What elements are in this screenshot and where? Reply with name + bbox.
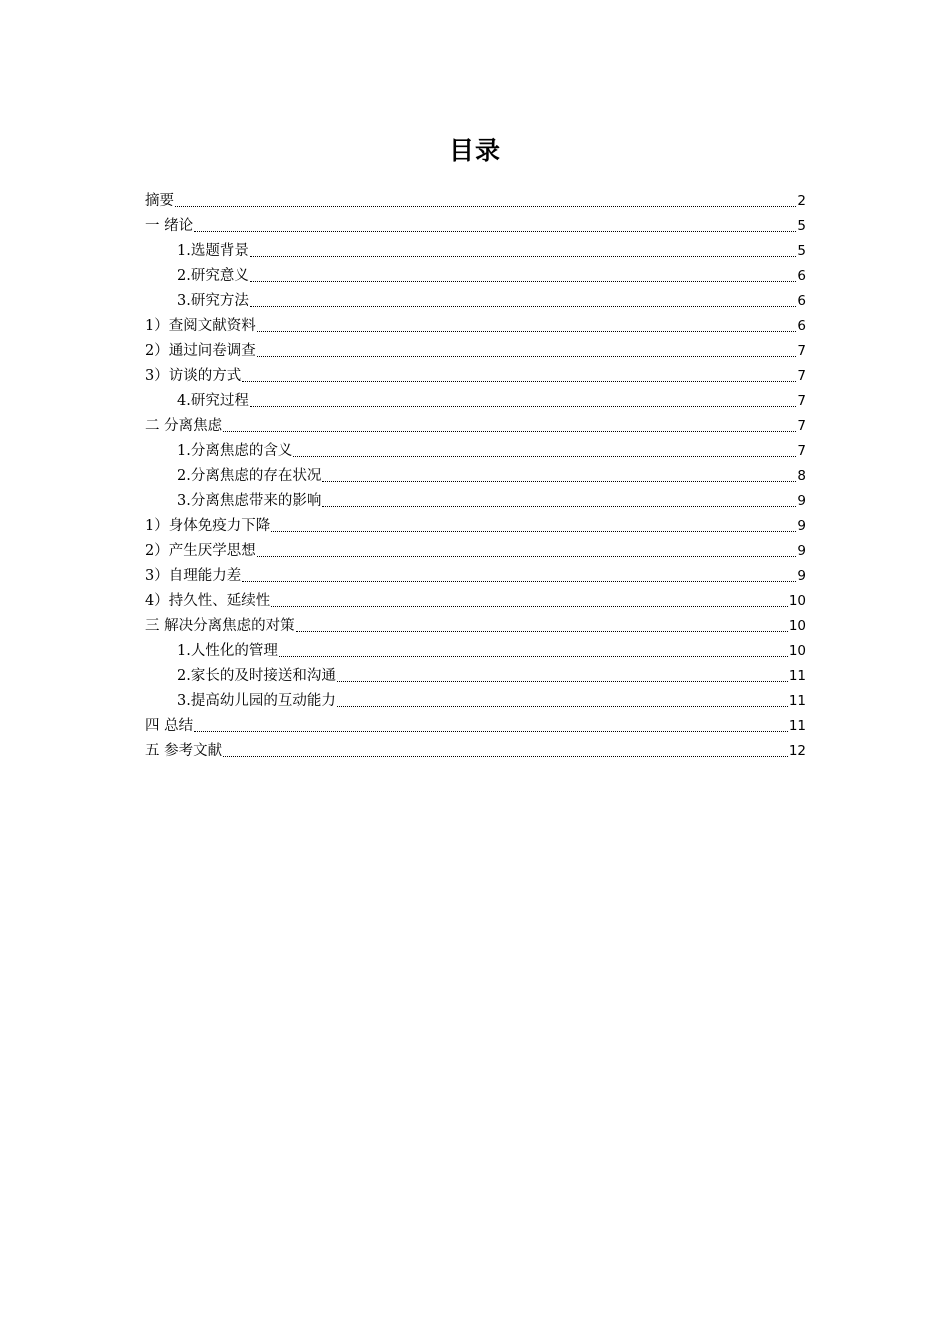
toc-entry-page-number: 10: [788, 593, 806, 609]
toc-entry-label: 3.提高幼儿园的互动能力: [177, 693, 336, 709]
toc-dot-leader: [223, 755, 788, 757]
toc-entry[interactable]: [145, 639, 806, 664]
toc-dot-leader: [242, 380, 796, 382]
toc-entry-page-number: 7: [797, 443, 806, 459]
toc-dot-leader: [250, 255, 797, 257]
toc-dot-leader: [296, 630, 788, 632]
toc-entry[interactable]: [145, 414, 806, 439]
toc-entry-label: 2）产生厌学思想: [145, 543, 256, 559]
toc-entry[interactable]: [145, 489, 806, 514]
toc-entry[interactable]: [145, 464, 806, 489]
toc-entry-page-number: 2: [797, 193, 806, 209]
toc-entry[interactable]: [145, 239, 806, 264]
toc-entry[interactable]: [145, 289, 806, 314]
toc-entry-page-number: 10: [788, 618, 806, 634]
toc-dot-leader: [322, 480, 796, 482]
toc-entry[interactable]: [145, 339, 806, 364]
toc-dot-leader: [322, 505, 796, 507]
toc-entry-page-number: 7: [797, 393, 806, 409]
toc-title: 目录: [448, 136, 501, 165]
toc-dot-leader: [337, 680, 788, 682]
toc-dot-leader: [271, 605, 788, 607]
toc-entry-label: 3）访谈的方式: [145, 368, 242, 384]
toc-entry-page-number: 7: [797, 343, 806, 359]
toc-entry-label: 1.选题背景: [177, 243, 249, 259]
toc-entry-page-number: 6: [797, 293, 806, 309]
toc-dot-leader: [257, 555, 797, 557]
toc-entry-label: 3.分离焦虑带来的影响: [177, 493, 322, 509]
toc-entry[interactable]: [145, 664, 806, 689]
toc-entry-page-number: 11: [788, 718, 806, 734]
toc-entry-page-number: 7: [797, 368, 806, 384]
toc-dot-leader: [194, 730, 788, 732]
toc-entry-label: 一 绪论: [145, 218, 194, 234]
toc-dot-leader: [194, 230, 796, 232]
toc-entry[interactable]: [145, 689, 806, 714]
toc-entry[interactable]: [145, 189, 806, 214]
toc-entry-label: 3）自理能力差: [145, 568, 242, 584]
toc-dot-leader: [242, 580, 796, 582]
toc-entry[interactable]: [145, 514, 806, 539]
toc-entry-page-number: 9: [797, 518, 806, 534]
toc-dot-leader: [250, 280, 797, 282]
toc-entry[interactable]: [145, 214, 806, 239]
toc-dot-leader: [271, 530, 796, 532]
toc-entry-label: 四 总结: [145, 718, 194, 734]
toc-entry-label: 1）身体免疫力下降: [145, 518, 271, 534]
toc-dot-leader: [250, 305, 797, 307]
toc-dot-leader: [279, 655, 788, 657]
toc-dot-leader: [337, 705, 788, 707]
toc-entry-label: 三 解决分离焦虑的对策: [145, 618, 295, 634]
toc-entry-label: 1.人性化的管理: [177, 643, 278, 659]
toc-entry-label: 2.研究意义: [177, 268, 249, 284]
toc-entry[interactable]: [145, 714, 806, 739]
toc-entry-label: 3.研究方法: [177, 293, 249, 309]
toc-dot-leader: [175, 205, 796, 207]
toc-dot-leader: [250, 405, 797, 407]
toc-entry[interactable]: [145, 364, 806, 389]
toc-entry[interactable]: [145, 539, 806, 564]
toc-entry-label: 2.分离焦虑的存在状况: [177, 468, 322, 484]
toc-entry[interactable]: [145, 264, 806, 289]
toc-entry-label: 五 参考文献: [145, 743, 223, 759]
toc-entry[interactable]: [145, 439, 806, 464]
toc-entry-label: 二 分离焦虑: [145, 418, 223, 434]
toc-entry[interactable]: [145, 314, 806, 339]
toc-entry-page-number: 10: [788, 643, 806, 659]
toc-entry-label: 2.家长的及时接送和沟通: [177, 668, 336, 684]
toc-entry-page-number: 9: [797, 543, 806, 559]
toc-entry-label: 4）持久性、延续性: [145, 593, 271, 609]
toc-list: [145, 189, 806, 764]
toc-entry-label: 摘要: [145, 193, 174, 209]
toc-entry[interactable]: [145, 739, 806, 764]
toc-dot-leader: [223, 430, 796, 432]
toc-entry-page-number: 5: [797, 218, 806, 234]
toc-entry-page-number: 9: [797, 568, 806, 584]
toc-dot-leader: [293, 455, 796, 457]
toc-entry[interactable]: [145, 614, 806, 639]
toc-entry-label: 2）通过问卷调查: [145, 343, 256, 359]
toc-entry-page-number: 11: [788, 693, 806, 709]
toc-entry-page-number: 6: [797, 268, 806, 284]
toc-entry[interactable]: [145, 564, 806, 589]
toc-entry-page-number: 5: [797, 243, 806, 259]
toc-entry-page-number: 8: [797, 468, 806, 484]
toc-entry-label: 1）查阅文献资料: [145, 318, 256, 334]
toc-entry[interactable]: [145, 389, 806, 414]
toc-dot-leader: [257, 330, 797, 332]
toc-entry[interactable]: [145, 589, 806, 614]
toc-entry-page-number: 12: [788, 743, 806, 759]
toc-dot-leader: [257, 355, 797, 357]
toc-entry-label: 4.研究过程: [177, 393, 249, 409]
toc-entry-label: 1.分离焦虑的含义: [177, 443, 293, 459]
toc-entry-page-number: 7: [797, 418, 806, 434]
toc-entry-page-number: 6: [797, 318, 806, 334]
toc-entry-page-number: 11: [788, 668, 806, 684]
toc-entry-page-number: 9: [797, 493, 806, 509]
